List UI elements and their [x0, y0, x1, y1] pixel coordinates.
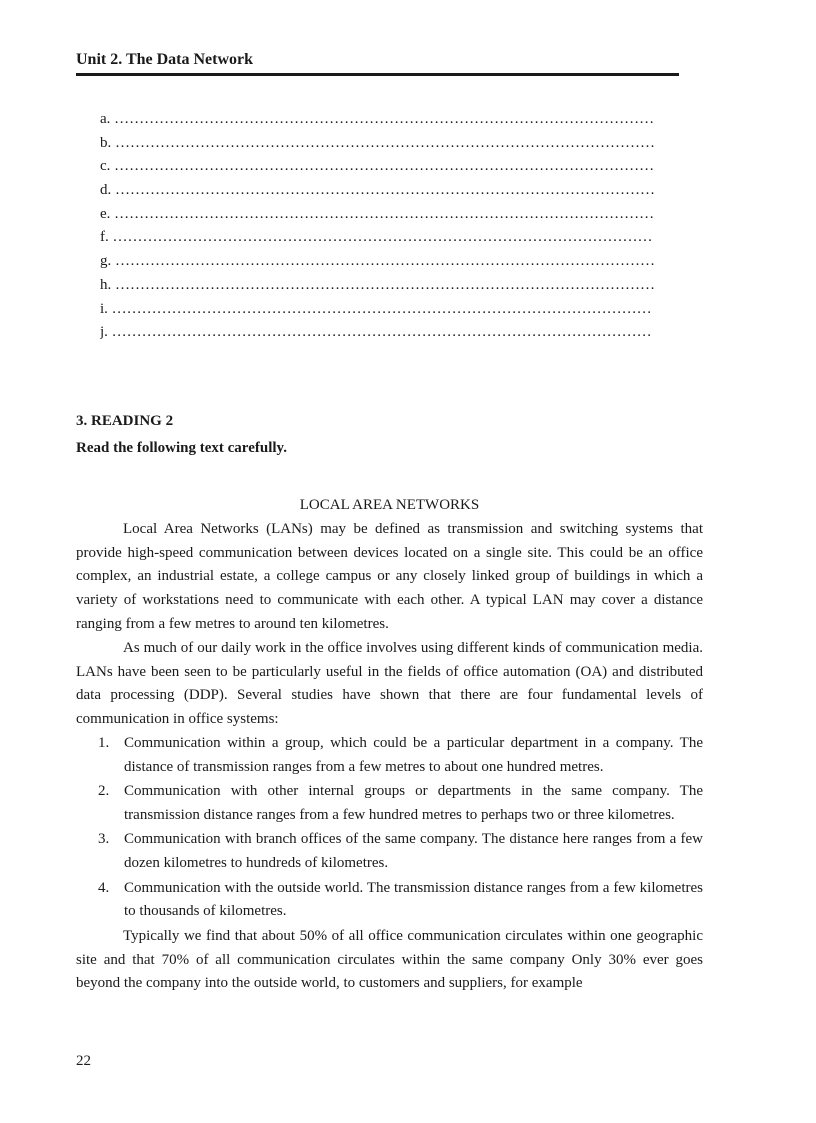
answer-dots: ………………………………………………………………………………………………: [115, 182, 655, 199]
list-text: Communication within a group, which could be a particular department in a company. The distance of transmission ranges from a few metres to about one hundred metres.: [124, 734, 703, 775]
list-text: Communication with other internal groups or departments in the same company. The transmission distance ranges from a few hundred metres to perhaps two or three kilometres.: [124, 783, 703, 823]
header-rule: [76, 73, 679, 76]
paragraph-1: Local Area Networks (LANs) may be defined as transmission and switching systems that provide high-speed communication between devices located on a single site. This could be an office complex, an industrial estate, a college campus or any closely linked group of buildings in which a variety of workstations need to communicate with each other. A typical LAN may cover a distance ranging from a few metres to around ten kilometres.: [76, 520, 703, 632]
answer-line-h: [100, 274, 680, 298]
answer-label: d.: [100, 182, 112, 199]
answer-line-i: [100, 298, 680, 322]
paragraph-3: Typically we find that about 50% of all office communication circulates within one geographic site and that 70% of all communication circulates within the same company Only 30% ever goes beyond the company into the outside world, to customers and suppliers, for example: [76, 927, 703, 992]
answer-line-b: [100, 132, 680, 156]
list-number: 4.: [98, 879, 110, 896]
list-item: [76, 828, 703, 876]
answer-label: i.: [100, 300, 108, 317]
answer-dots: ………………………………………………………………………………………………: [115, 276, 655, 293]
answer-label: e.: [100, 205, 111, 222]
reading-article: [76, 494, 703, 996]
answer-line-g: [100, 250, 680, 274]
running-header: Unit 2. The Data Network: [76, 51, 254, 68]
answer-line-d: [100, 179, 680, 203]
paragraph-2: As much of our daily work in the office involves using different kinds of communication media. LANs have been seen to be particularly useful in the fields of office automation (OA) and distributed data processing (DDP). Several studies have shown that there are four fundamental levels of communication in office systems:: [76, 639, 703, 728]
answer-dots: ………………………………………………………………………………………………: [114, 111, 655, 127]
list-text: Communication with the outside world. The transmission distance ranges from a few kilometres to thousands of kilometres.: [124, 879, 703, 920]
list-item: [76, 877, 703, 925]
answer-line-a: [100, 108, 680, 132]
answer-lines: [100, 108, 680, 345]
answer-label: f.: [100, 229, 109, 246]
list-number: 3.: [98, 831, 110, 848]
answer-label: g.: [100, 253, 112, 270]
answer-dots: ………………………………………………………………………………………………: [112, 229, 653, 246]
answer-line-j: [100, 321, 680, 345]
list-number: 1.: [98, 734, 110, 751]
answer-label: a.: [100, 111, 111, 127]
list-item: [76, 732, 703, 780]
section-heading: 3. READING 2: [76, 413, 174, 429]
page-number: 22: [76, 1053, 91, 1069]
answer-label: b.: [100, 134, 112, 151]
communication-levels-list: [76, 732, 703, 924]
answer-dots: ………………………………………………………………………………………………: [115, 253, 655, 270]
answer-dots: ………………………………………………………………………………………………: [114, 158, 655, 175]
list-item: [76, 780, 703, 828]
answer-label: h.: [100, 276, 112, 293]
list-number: 2.: [98, 783, 110, 800]
answer-line-f: [100, 226, 680, 250]
answer-line-e: [100, 203, 680, 227]
answer-dots: ………………………………………………………………………………………………: [114, 205, 655, 222]
list-text: Communication with branch offices of the same company. The distance here ranges from a few dozen kilometres to hundreds of kilometres.: [124, 831, 703, 872]
answer-label: j.: [100, 324, 108, 341]
answer-dots: ………………………………………………………………………………………………: [111, 324, 652, 341]
answer-line-c: [100, 155, 680, 179]
section-instruction: Read the following text carefully.: [76, 440, 287, 456]
answer-dots: ………………………………………………………………………………………………: [111, 300, 652, 317]
answer-label: c.: [100, 158, 111, 175]
article-title: LOCAL AREA NETWORKS: [299, 497, 480, 513]
answer-dots: ………………………………………………………………………………………………: [115, 134, 655, 151]
